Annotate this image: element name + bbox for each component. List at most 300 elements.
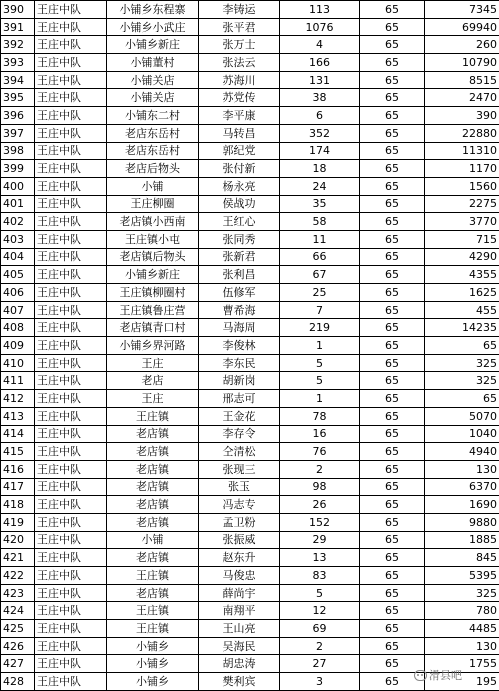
unit-price-cell: 65	[360, 655, 425, 673]
row-number: 401	[1, 195, 35, 213]
unit-price-cell: 65	[360, 284, 425, 302]
amount-cell: 390	[425, 107, 499, 125]
row-number: 406	[1, 284, 35, 302]
unit-price-cell: 65	[360, 301, 425, 319]
quantity-cell: 152	[280, 513, 360, 531]
location-cell: 老店镇	[107, 460, 199, 478]
unit-price-cell: 65	[360, 620, 425, 638]
quantity-cell: 16	[280, 425, 360, 443]
location-cell: 王庄柳圈	[107, 195, 199, 213]
person-name-cell: 郭纪党	[199, 142, 280, 160]
unit-price-cell: 65	[360, 337, 425, 355]
person-name-cell: 张振威	[199, 531, 280, 549]
amount-cell: 2470	[425, 89, 499, 107]
row-number: 416	[1, 460, 35, 478]
unit-price-cell: 65	[360, 107, 425, 125]
team-cell: 王庄中队	[35, 620, 107, 638]
amount-cell: 11310	[425, 142, 499, 160]
team-cell: 王庄中队	[35, 513, 107, 531]
unit-price-cell: 65	[360, 637, 425, 655]
team-cell: 王庄中队	[35, 478, 107, 496]
location-cell: 王庄镇小屯	[107, 230, 199, 248]
row-number: 421	[1, 549, 35, 567]
quantity-cell: 35	[280, 195, 360, 213]
amount-cell: 260	[425, 36, 499, 54]
table-body	[1, 1, 499, 691]
team-cell: 王庄中队	[35, 425, 107, 443]
quantity-cell: 27	[280, 655, 360, 673]
team-cell: 王庄中队	[35, 124, 107, 142]
location-cell: 王庄镇	[107, 567, 199, 585]
row-number: 424	[1, 602, 35, 620]
location-cell: 老店镇	[107, 513, 199, 531]
unit-price-cell: 65	[360, 602, 425, 620]
quantity-cell: 5	[280, 584, 360, 602]
location-cell: 老店镇	[107, 584, 199, 602]
team-cell: 王庄中队	[35, 213, 107, 231]
row-number: 411	[1, 372, 35, 390]
row-number: 404	[1, 248, 35, 266]
watermark	[414, 667, 462, 683]
location-cell: 王庄	[107, 390, 199, 408]
quantity-cell: 113	[280, 1, 360, 19]
unit-price-cell: 65	[360, 54, 425, 72]
person-name-cell: 张平君	[199, 18, 280, 36]
location-cell: 老店镇	[107, 549, 199, 567]
table-row	[1, 478, 499, 496]
quantity-cell: 66	[280, 248, 360, 266]
person-name-cell: 李平康	[199, 107, 280, 125]
amount-cell: 1170	[425, 160, 499, 178]
quantity-cell: 5	[280, 372, 360, 390]
person-name-cell: 李东民	[199, 354, 280, 372]
table-row	[1, 266, 499, 284]
quantity-cell: 1076	[280, 18, 360, 36]
quantity-cell: 58	[280, 213, 360, 231]
row-number: 390	[1, 1, 35, 19]
person-name-cell: 曹希海	[199, 301, 280, 319]
amount-cell: 1690	[425, 496, 499, 514]
team-cell: 王庄中队	[35, 177, 107, 195]
person-name-cell: 马转昌	[199, 124, 280, 142]
amount-cell: 65	[425, 337, 499, 355]
row-number: 400	[1, 177, 35, 195]
person-name-cell: 马海周	[199, 319, 280, 337]
unit-price-cell: 65	[360, 266, 425, 284]
location-cell: 小铺乡东程寨	[107, 1, 199, 19]
row-number: 415	[1, 443, 35, 461]
row-number: 426	[1, 637, 35, 655]
row-number: 428	[1, 673, 35, 691]
amount-cell: 69940	[425, 18, 499, 36]
unit-price-cell: 65	[360, 496, 425, 514]
amount-cell: 195	[425, 673, 499, 691]
amount-cell: 7345	[425, 1, 499, 19]
amount-cell: 4290	[425, 248, 499, 266]
row-number: 403	[1, 230, 35, 248]
person-name-cell: 李存令	[199, 425, 280, 443]
quantity-cell: 25	[280, 284, 360, 302]
amount-cell: 6370	[425, 478, 499, 496]
quantity-cell: 352	[280, 124, 360, 142]
unit-price-cell: 65	[360, 478, 425, 496]
quantity-cell: 3	[280, 673, 360, 691]
unit-price-cell: 65	[360, 195, 425, 213]
location-cell: 小铺乡	[107, 637, 199, 655]
row-number: 407	[1, 301, 35, 319]
location-cell: 小铺乡新庄	[107, 266, 199, 284]
location-cell: 老店镇	[107, 443, 199, 461]
quantity-cell: 6	[280, 107, 360, 125]
quantity-cell: 18	[280, 160, 360, 178]
row-number: 397	[1, 124, 35, 142]
unit-price-cell: 65	[360, 567, 425, 585]
person-name-cell: 王山亮	[199, 620, 280, 638]
team-cell: 王庄中队	[35, 319, 107, 337]
quantity-cell: 11	[280, 230, 360, 248]
table-row	[1, 496, 499, 514]
unit-price-cell: 65	[360, 142, 425, 160]
amount-cell: 325	[425, 354, 499, 372]
table-row	[1, 337, 499, 355]
quantity-cell: 131	[280, 71, 360, 89]
row-number: 393	[1, 54, 35, 72]
row-number: 419	[1, 513, 35, 531]
quantity-cell: 166	[280, 54, 360, 72]
unit-price-cell: 65	[360, 513, 425, 531]
team-cell: 王庄中队	[35, 284, 107, 302]
quantity-cell: 1	[280, 337, 360, 355]
quantity-cell: 2	[280, 637, 360, 655]
team-cell: 王庄中队	[35, 71, 107, 89]
unit-price-cell: 65	[360, 230, 425, 248]
amount-cell: 5395	[425, 567, 499, 585]
table-row	[1, 160, 499, 178]
table-row	[1, 89, 499, 107]
table-row	[1, 443, 499, 461]
row-number: 408	[1, 319, 35, 337]
location-cell: 小铺东二村	[107, 107, 199, 125]
person-name-cell: 伍修军	[199, 284, 280, 302]
person-name-cell: 王红心	[199, 213, 280, 231]
person-name-cell: 张同秀	[199, 230, 280, 248]
team-cell: 王庄中队	[35, 655, 107, 673]
row-number: 395	[1, 89, 35, 107]
table-row	[1, 18, 499, 36]
table-row	[1, 425, 499, 443]
amount-cell: 845	[425, 549, 499, 567]
person-name-cell: 张现三	[199, 460, 280, 478]
table-row	[1, 71, 499, 89]
quantity-cell: 67	[280, 266, 360, 284]
amount-cell: 325	[425, 372, 499, 390]
quantity-cell: 1	[280, 390, 360, 408]
unit-price-cell: 65	[360, 319, 425, 337]
location-cell: 老店镇	[107, 496, 199, 514]
row-number: 422	[1, 567, 35, 585]
location-cell: 王庄镇柳圈村	[107, 284, 199, 302]
person-name-cell: 仝清松	[199, 443, 280, 461]
team-cell: 王庄中队	[35, 266, 107, 284]
location-cell: 小铺关店	[107, 71, 199, 89]
amount-cell: 4485	[425, 620, 499, 638]
unit-price-cell: 65	[360, 372, 425, 390]
amount-cell: 65	[425, 390, 499, 408]
table-row	[1, 567, 499, 585]
team-cell: 王庄中队	[35, 567, 107, 585]
row-number: 427	[1, 655, 35, 673]
amount-cell: 780	[425, 602, 499, 620]
table-row	[1, 195, 499, 213]
table-row	[1, 460, 499, 478]
team-cell: 王庄中队	[35, 89, 107, 107]
unit-price-cell: 65	[360, 354, 425, 372]
person-name-cell: 南翔平	[199, 602, 280, 620]
person-name-cell: 苏党传	[199, 89, 280, 107]
unit-price-cell: 65	[360, 160, 425, 178]
team-cell: 王庄中队	[35, 337, 107, 355]
amount-cell: 4355	[425, 266, 499, 284]
table-row	[1, 124, 499, 142]
team-cell: 王庄中队	[35, 637, 107, 655]
unit-price-cell: 65	[360, 549, 425, 567]
row-number: 412	[1, 390, 35, 408]
amount-cell: 455	[425, 301, 499, 319]
quantity-cell: 219	[280, 319, 360, 337]
person-name-cell: 王金花	[199, 407, 280, 425]
location-cell: 王庄镇	[107, 407, 199, 425]
location-cell: 老店镇后物头	[107, 248, 199, 266]
team-cell: 王庄中队	[35, 496, 107, 514]
location-cell: 老店东岳村	[107, 124, 199, 142]
amount-cell: 1625	[425, 284, 499, 302]
person-name-cell: 胡新岗	[199, 372, 280, 390]
amount-cell: 14235	[425, 319, 499, 337]
location-cell: 小铺董村	[107, 54, 199, 72]
row-number: 423	[1, 584, 35, 602]
unit-price-cell: 65	[360, 177, 425, 195]
team-cell: 王庄中队	[35, 460, 107, 478]
table-row	[1, 319, 499, 337]
row-number: 402	[1, 213, 35, 231]
quantity-cell: 98	[280, 478, 360, 496]
row-number: 414	[1, 425, 35, 443]
unit-price-cell: 65	[360, 213, 425, 231]
unit-price-cell: 65	[360, 584, 425, 602]
table-row	[1, 107, 499, 125]
person-name-cell: 薛尚宇	[199, 584, 280, 602]
person-name-cell: 侯战功	[199, 195, 280, 213]
location-cell: 王庄镇鲁庄营	[107, 301, 199, 319]
team-cell: 王庄中队	[35, 248, 107, 266]
quantity-cell: 5	[280, 354, 360, 372]
table-row	[1, 354, 499, 372]
team-cell: 王庄中队	[35, 549, 107, 567]
quantity-cell: 24	[280, 177, 360, 195]
quantity-cell: 7	[280, 301, 360, 319]
team-cell: 王庄中队	[35, 372, 107, 390]
person-name-cell: 张利昌	[199, 266, 280, 284]
location-cell: 王庄镇	[107, 602, 199, 620]
location-cell: 老店镇青口村	[107, 319, 199, 337]
location-cell: 老店镇	[107, 425, 199, 443]
amount-cell: 10790	[425, 54, 499, 72]
team-cell: 王庄中队	[35, 301, 107, 319]
amount-cell: 1885	[425, 531, 499, 549]
table-row	[1, 390, 499, 408]
location-cell: 王庄镇	[107, 620, 199, 638]
row-number: 417	[1, 478, 35, 496]
person-name-cell: 杨永亮	[199, 177, 280, 195]
team-cell: 王庄中队	[35, 107, 107, 125]
row-number: 398	[1, 142, 35, 160]
unit-price-cell: 65	[360, 18, 425, 36]
unit-price-cell: 65	[360, 1, 425, 19]
amount-cell: 130	[425, 460, 499, 478]
person-name-cell: 张新君	[199, 248, 280, 266]
location-cell: 小铺乡	[107, 655, 199, 673]
table-row	[1, 54, 499, 72]
quantity-cell: 26	[280, 496, 360, 514]
team-cell: 王庄中队	[35, 584, 107, 602]
watermark-text: 滑县吧	[429, 667, 462, 683]
person-name-cell: 赵东升	[199, 549, 280, 567]
person-name-cell: 李俊林	[199, 337, 280, 355]
team-cell: 王庄中队	[35, 230, 107, 248]
location-cell: 小铺	[107, 531, 199, 549]
person-name-cell: 冯志专	[199, 496, 280, 514]
row-number: 418	[1, 496, 35, 514]
table-row	[1, 620, 499, 638]
unit-price-cell: 65	[360, 425, 425, 443]
team-cell: 王庄中队	[35, 36, 107, 54]
person-name-cell: 张法云	[199, 54, 280, 72]
unit-price-cell: 65	[360, 71, 425, 89]
amount-cell: 22880	[425, 124, 499, 142]
unit-price-cell: 65	[360, 124, 425, 142]
unit-price-cell: 65	[360, 248, 425, 266]
unit-price-cell: 65	[360, 36, 425, 54]
person-name-cell: 张付新	[199, 160, 280, 178]
amount-cell: 130	[425, 637, 499, 655]
table-row	[1, 301, 499, 319]
table-row	[1, 549, 499, 567]
location-cell: 小铺关店	[107, 89, 199, 107]
table-row	[1, 213, 499, 231]
quantity-cell: 174	[280, 142, 360, 160]
row-number: 405	[1, 266, 35, 284]
row-number: 410	[1, 354, 35, 372]
row-number: 420	[1, 531, 35, 549]
row-number: 392	[1, 36, 35, 54]
row-number: 391	[1, 18, 35, 36]
amount-cell: 1560	[425, 177, 499, 195]
amount-cell: 325	[425, 584, 499, 602]
team-cell: 王庄中队	[35, 531, 107, 549]
team-cell: 王庄中队	[35, 54, 107, 72]
person-name-cell: 孟卫粉	[199, 513, 280, 531]
table-row	[1, 637, 499, 655]
row-number: 399	[1, 160, 35, 178]
quantity-cell: 29	[280, 531, 360, 549]
team-cell: 王庄中队	[35, 354, 107, 372]
location-cell: 老店东岳村	[107, 142, 199, 160]
location-cell: 小铺乡小武庄	[107, 18, 199, 36]
row-number: 394	[1, 71, 35, 89]
team-cell: 王庄中队	[35, 142, 107, 160]
table-row	[1, 372, 499, 390]
unit-price-cell: 65	[360, 390, 425, 408]
unit-price-cell: 65	[360, 460, 425, 478]
team-cell: 王庄中队	[35, 443, 107, 461]
row-number: 409	[1, 337, 35, 355]
table-row	[1, 177, 499, 195]
unit-price-cell: 65	[360, 407, 425, 425]
table-row	[1, 407, 499, 425]
unit-price-cell: 65	[360, 531, 425, 549]
quantity-cell: 78	[280, 407, 360, 425]
unit-price-cell: 65	[360, 673, 425, 691]
location-cell: 王庄	[107, 354, 199, 372]
amount-cell: 2275	[425, 195, 499, 213]
table-row	[1, 284, 499, 302]
location-cell: 老店	[107, 372, 199, 390]
person-name-cell: 张万士	[199, 36, 280, 54]
unit-price-cell: 65	[360, 443, 425, 461]
quantity-cell: 69	[280, 620, 360, 638]
amount-cell: 9880	[425, 513, 499, 531]
person-name-cell: 樊利宾	[199, 673, 280, 691]
table-row	[1, 142, 499, 160]
table-row	[1, 513, 499, 531]
person-name-cell: 邢志可	[199, 390, 280, 408]
table-row	[1, 230, 499, 248]
row-number: 413	[1, 407, 35, 425]
unit-price-cell: 65	[360, 89, 425, 107]
person-name-cell: 马俊忠	[199, 567, 280, 585]
amount-cell: 8515	[425, 71, 499, 89]
location-cell: 老店后物头	[107, 160, 199, 178]
team-cell: 王庄中队	[35, 673, 107, 691]
quantity-cell: 4	[280, 36, 360, 54]
quantity-cell: 38	[280, 89, 360, 107]
team-cell: 王庄中队	[35, 18, 107, 36]
location-cell: 小铺乡新庄	[107, 36, 199, 54]
amount-cell: 1040	[425, 425, 499, 443]
team-cell: 王庄中队	[35, 602, 107, 620]
location-cell: 小铺	[107, 177, 199, 195]
team-cell: 王庄中队	[35, 195, 107, 213]
location-cell: 老店镇小西南	[107, 213, 199, 231]
person-name-cell: 吴海民	[199, 637, 280, 655]
quantity-cell: 76	[280, 443, 360, 461]
quantity-cell: 2	[280, 460, 360, 478]
person-name-cell: 李铸运	[199, 1, 280, 19]
table-row	[1, 584, 499, 602]
table-row	[1, 248, 499, 266]
amount-cell: 3770	[425, 213, 499, 231]
team-cell: 王庄中队	[35, 1, 107, 19]
row-number: 396	[1, 107, 35, 125]
chat-bubble-icon	[414, 670, 427, 681]
table-row	[1, 1, 499, 19]
row-number: 425	[1, 620, 35, 638]
quantity-cell: 13	[280, 549, 360, 567]
person-name-cell: 胡忠涛	[199, 655, 280, 673]
person-name-cell: 苏海川	[199, 71, 280, 89]
table-row	[1, 602, 499, 620]
team-cell: 王庄中队	[35, 390, 107, 408]
